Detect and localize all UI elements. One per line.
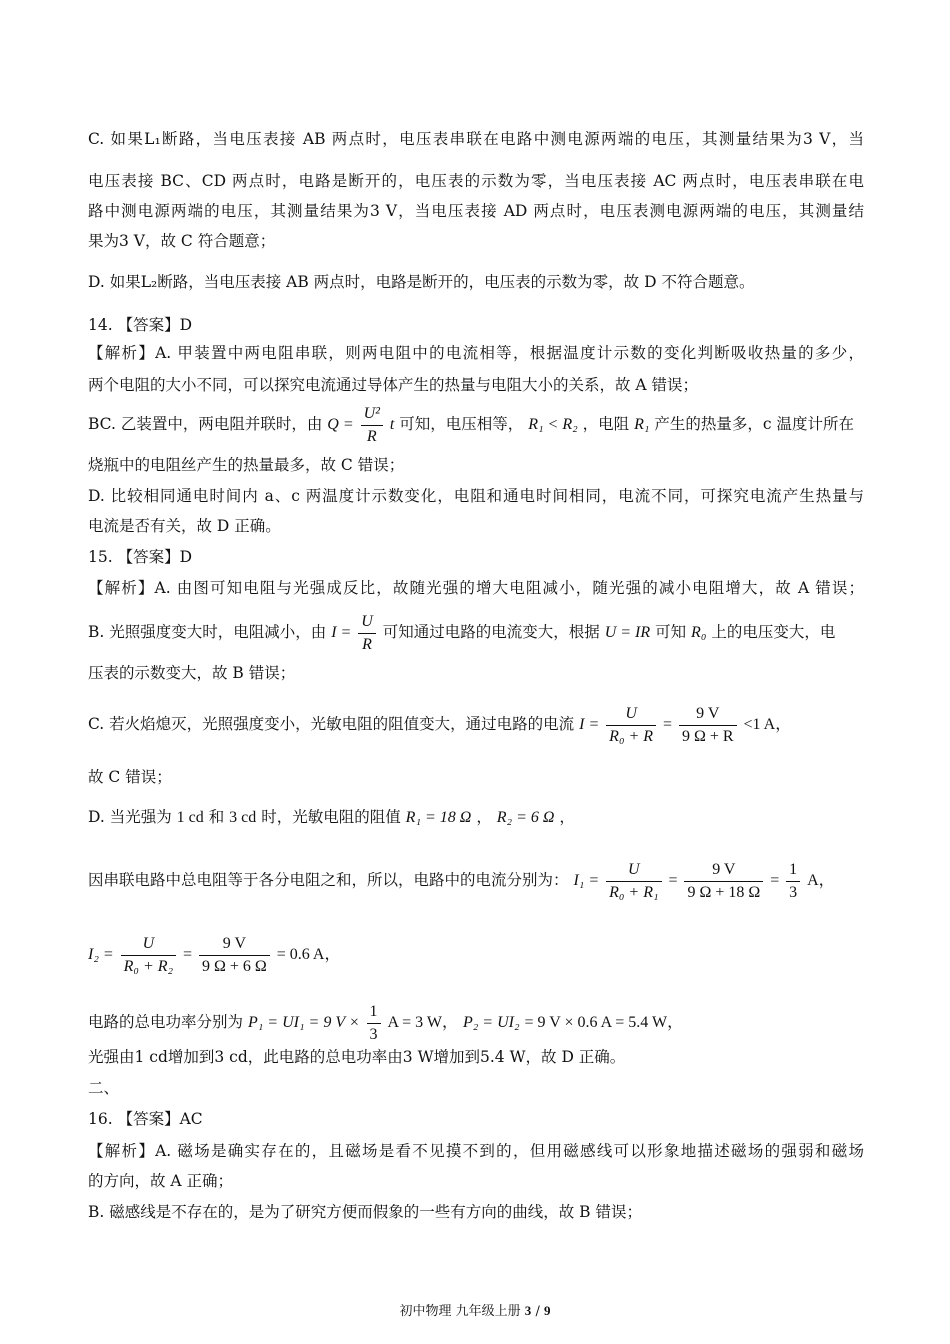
text-segment: BC. 乙装置中，两电阻并联时，由 [88, 415, 323, 433]
text-line: 压表的示数变大，故 B 错误； [88, 664, 296, 682]
text-segment: = 9 V × 0.6 A = 5.4 W， [524, 1014, 684, 1031]
fraction-numerator: U [606, 862, 661, 882]
text-segment: D. 当光强为 [88, 808, 172, 826]
fraction-one-third [786, 862, 800, 901]
text-line-with-formula [88, 610, 835, 654]
text-line: C. 如果L₁断路，当电压表接 AB 两点时，电压表串联在电路中测电源两端的电压，其测量结果为3 V，当 [88, 130, 864, 148]
formula-r1: R₁ [634, 416, 650, 433]
text-line: 烧瓶中的电阻丝产生的热量最多，故 C 错误； [88, 456, 405, 474]
fraction-denominator: R₀ + R₁ [609, 883, 659, 901]
text-segment: 可知通过电路的电流变大，根据 [382, 623, 600, 641]
fraction-denominator: 9 Ω + 6 Ω [202, 957, 267, 975]
text-segment: 可知 [655, 623, 687, 641]
text-line: D. 如果L₂断路，当电压表接 AB 两点时，电路是断开的，电压表的示数为零，故 D 不符合题意。 [88, 273, 755, 291]
text-line: 电压表接 BC、CD 两点时，电路是断开的，电压表的示数为零，当电压表接 AC 两点时，电压表串联在电 [88, 172, 864, 190]
text-segment: A， [807, 872, 835, 889]
formula-u-ir: U = IR [604, 624, 651, 641]
formula-i-lhs: I = [579, 716, 600, 733]
fraction-u-over-r [358, 614, 376, 653]
text-segment: 可知，电压相等， [399, 415, 524, 433]
footer-page-number: 3 [524, 1303, 532, 1318]
fraction-numerator: U [358, 614, 376, 634]
fraction-u-over-r0r1 [606, 862, 661, 901]
text-line-with-formula [88, 402, 854, 446]
fraction-numerator: U² [361, 406, 383, 426]
footer-subject: 初中物理 九年级上册 [399, 1304, 521, 1319]
fraction-9v-over-9ohm-r [679, 706, 737, 745]
fraction-u-over-r0r2 [121, 936, 176, 975]
text-segment: = 0.6 A， [276, 946, 341, 963]
text-line: 路中测电源两端的电压，其测量结果为3 V，当电压表接 AD 两点时，电压表测电源两端的电压，其测量结 [88, 202, 864, 220]
text-segment: C. 若火焰熄灭，光照强度变小，光敏电阻的阻值变大，通过电路的电流 [88, 715, 575, 733]
fraction-denominator: R [362, 635, 372, 653]
text-line: 电流是否有关，故 D 正确。 [88, 517, 281, 535]
text-segment: B. 光照强度变大时，电阻减小，由 [88, 623, 327, 641]
fraction-numerator: 1 [786, 862, 800, 882]
text-line: 【解析】A. 磁场是确实存在的，且磁场是看不见摸不到的，但用磁感线可以形象地描述磁场的强弱和磁场 [88, 1142, 864, 1160]
text-line: 光强由1 cd增加到3 cd，此电路的总电功率由3 W增加到5.4 W，故 D 正确。 [88, 1048, 626, 1066]
text-line: 两个电阻的大小不同，可以探究电流通过导体产生的热量与电阻大小的关系，故 A 错误； [88, 376, 699, 394]
text-segment: 上的电压变大，电 [711, 623, 836, 641]
fraction-one-third [367, 1004, 381, 1043]
text-line: 的方向，故 A 正确； [88, 1172, 234, 1190]
text-line: 【解析】A. 甲装置中两电阻串联，则两电阻中的电流相等，根据温度计示数的变化判断吸收热量的多少， [88, 344, 864, 362]
answer-heading-14: 14. 【答案】D [88, 316, 193, 334]
text-line: D. 比较相同通电时间内 a、c 两温度计示数变化，电阻和通电时间相同，电流不同，可探究电流产生热量与 [88, 487, 864, 505]
value-1cd: 1 cd [176, 809, 204, 826]
formula-i-lhs: I = [331, 624, 352, 641]
page-footer [0, 1300, 950, 1319]
footer-separator: / [535, 1304, 540, 1319]
text-segment: 因串联电路中总电阻等于各分电阻之和，所以，电路中的电流分别为： [88, 871, 569, 889]
section-heading: 二、 [88, 1079, 120, 1097]
formula-t: t [389, 416, 395, 433]
fraction-denominator: 9 Ω + 18 Ω [687, 883, 761, 901]
formula-r2-value: R₂ = 6 Ω [496, 809, 555, 826]
fraction-numerator: 9 V [684, 862, 763, 882]
formula-i2-lhs: I₂ = [88, 946, 114, 963]
text-line-with-formula: D. 当光强为 1 cd 和 3 cd 时，光敏电阻的阻值 R₁ = 18 Ω ， R₂ = 6 Ω ， [88, 808, 575, 826]
text-line: 故 C 错误； [88, 768, 172, 786]
text-line: B. 磁感线是不存在的，是为了研究方便而假象的一些有方向的曲线，故 B 错误； [88, 1203, 642, 1221]
fraction-9v-over-15ohm [199, 936, 270, 975]
text-segment: 和 [208, 808, 225, 826]
text-segment: 电路的总电功率分别为 [88, 1013, 244, 1031]
fraction-denominator: 3 [789, 883, 798, 901]
footer-total-pages: 9 [543, 1303, 551, 1318]
formula-r1-lt-r2: R₁ < R₂ [528, 416, 578, 433]
text-segment: 时，光敏电阻的阻值 [261, 808, 401, 826]
formula-p1: P₁ = UI₁ = 9 V × [247, 1014, 360, 1031]
fraction-u2-over-r [361, 406, 383, 445]
fraction-numerator: U [606, 706, 656, 726]
text-line-with-formula: C. 若火焰熄灭，光照强度变小，光敏电阻的阻值变大，通过电路的电流 I = $\frac{U}{\text{R₀ + R}}$ = $\frac{9 V}{9 \Omega + R}$ <1 A， [88, 704, 792, 745]
formula-q-lhs: Q = [327, 416, 354, 433]
text-line: 果为3 V，故 C 符合题意； [88, 232, 276, 250]
fraction-numerator: 1 [367, 1004, 381, 1024]
answer-heading-16: 16. 【答案】AC [88, 1110, 203, 1128]
text-line-with-formula [88, 998, 683, 1046]
fraction-numerator: 9 V [199, 936, 270, 956]
fraction-numerator: U [121, 936, 176, 956]
formula-r1-value: R₁ = 18 Ω [405, 809, 472, 826]
text-segment: ，电阻 [582, 415, 630, 433]
text-line-with-formula: I₂ = $\frac{U}{\text{R₀ + R₂}}$ = $\frac{9 V}{9 \Omega + 6 \Omega}$ = 0.6 A， [88, 934, 341, 975]
fraction-denominator: R₀ + R [609, 727, 654, 745]
text-segment: ， [476, 808, 492, 826]
value-3cd: 3 cd [229, 809, 257, 826]
answer-heading-15: 15. 【答案】D [88, 548, 193, 566]
fraction-denominator: 3 [369, 1025, 378, 1043]
text-line-with-formula: 因串联电路中总电阻等于各分电阻之和，所以，电路中的电流分别为： I₁ = $\frac{U}{\text{R₀ + R₁}}$ = $\frac{9 V}{9 \Omega + 18 \Omega}$ = $\frac{1}{3}$ A， [88, 860, 835, 901]
fraction-u-over-r0r [606, 706, 656, 745]
formula-i1-lhs: I₁ = [573, 872, 600, 889]
fraction-denominator: R [366, 427, 377, 445]
formula-p2: P₂ = UI₂ [462, 1014, 520, 1031]
fraction-denominator: R₀ + R₂ [123, 957, 174, 975]
fraction-numerator: 9 V [679, 706, 737, 726]
text-segment: A = 3 W， [387, 1014, 458, 1031]
fraction-9v-over-27ohm [684, 862, 763, 901]
fraction-denominator: 9 Ω + R [681, 727, 734, 745]
formula-r0: R₀ [691, 624, 707, 641]
text-segment: 产生的热量多，c 温度计所在 [654, 415, 854, 433]
text-segment: <1 A， [743, 716, 792, 733]
text-line: 【解析】A. 由图可知电阻与光强成反比，故随光强的增大电阻减小，随光强的减小电阻增大，故 A 错误； [88, 579, 864, 597]
